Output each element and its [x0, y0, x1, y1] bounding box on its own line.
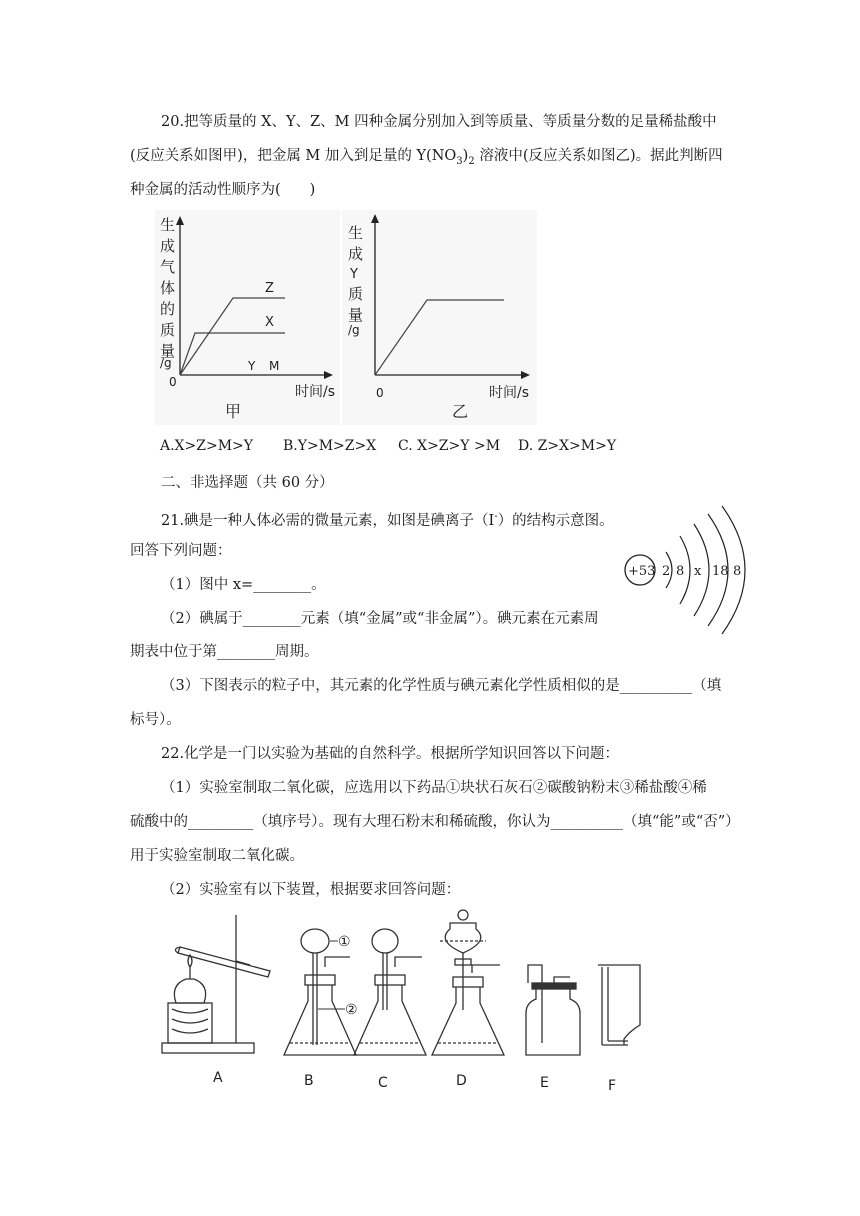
shell-3-electrons: x [694, 564, 702, 579]
q21-part-2a: （2）碘属于________元素（填“金属”或“非金属”）。碘元素在元素周 [161, 611, 599, 627]
b-outlet-tube [325, 957, 350, 967]
q20-line-2 [130, 146, 723, 172]
yi-ylabel-2: Y [350, 267, 358, 282]
apparatus-d [432, 910, 504, 1055]
b-funnel-bulb [301, 929, 329, 953]
yi-ylabel-unit: /g [348, 323, 360, 337]
jia-ylabel-6: 量 [160, 342, 176, 360]
q20-line-2-a: (反应关系如图甲)，把金属 M 加入到足量的 Y(NO [130, 148, 457, 164]
figure-yi [342, 210, 537, 425]
yi-ylabel-3: 质 [348, 285, 364, 303]
jia-origin: 0 [169, 375, 177, 389]
c-funnel-bulb [372, 929, 398, 953]
label-b: B [304, 1073, 314, 1089]
label-c: C [378, 1075, 388, 1091]
q21-line-1-a: 21.碘是一种人体必需的微量元素，如图是碘离子（I [161, 512, 495, 529]
iodide-structure-diagram [618, 500, 763, 640]
yi-ylabel-4: 量 [348, 306, 364, 324]
callout-2: ② [345, 1002, 358, 1018]
figure-jia [155, 210, 340, 425]
d-flask [432, 987, 504, 1055]
section-2-heading: 二、非选择题（共 60 分） [161, 475, 334, 491]
q20-option-d: D. Z>X>M>Y [518, 438, 617, 454]
shell-5-electrons: 8 [733, 564, 742, 579]
e-long-tube [528, 965, 542, 1043]
q20-line-3: 种金属的活动性顺序为( ) [130, 182, 316, 198]
yi-origin: 0 [376, 386, 384, 400]
c-outlet-tube [395, 957, 422, 967]
yi-xlabel: 时间/s [489, 385, 530, 401]
jia-caption: 甲 [225, 402, 242, 421]
apparatus-a [162, 915, 270, 1053]
label-e: E [540, 1075, 549, 1091]
callout-1: ① [338, 934, 351, 950]
q20-option-a: A.X>Z>M>Y [160, 438, 254, 454]
a-wood-grain [172, 1009, 208, 1033]
d-stopper-knob [458, 910, 468, 920]
jia-ylabel-5: 质 [160, 321, 176, 339]
jia-label-m: M [269, 359, 280, 373]
shell-4-electrons: 18 [712, 564, 729, 579]
q21-part-2b: 期表中位于第________周期。 [130, 644, 319, 660]
jia-ylabel-1: 成 [160, 237, 176, 255]
yi-ylabel-0: 生 [348, 224, 364, 242]
apparatus-c [354, 929, 426, 1055]
q22-part-1c: 用于实验室制取二氧化碳。 [130, 848, 304, 864]
q21-sup: - [494, 511, 498, 522]
label-f: F [608, 1078, 617, 1094]
q22-part-1a: （1）实验室制取二氧化碳，应选用以下药品①块状石灰石②碳酸钠粉末③稀盐酸④稀 [161, 780, 707, 796]
q20-option-b: B.Y>M>Z>X [283, 438, 377, 454]
q21-line-2: 回答下列问题： [130, 543, 232, 559]
a-stand-base [162, 1043, 254, 1053]
jia-label-z: Z [265, 281, 274, 296]
q20-line-1: 20.把等质量的 X、Y、Z、M 四种金属分别加入到等质量、等质量分数的足量稀盐酸中 [161, 114, 717, 130]
jia-ylabel-4: 的 [160, 300, 176, 318]
jia-ylabel-0: 生 [160, 216, 176, 234]
f-inverted-bottle [598, 965, 640, 1045]
c-stopper [375, 975, 405, 985]
label-a: A [213, 1070, 223, 1086]
shell-1-electrons: 2 [662, 564, 671, 579]
yi-ylabel-1: 成 [348, 245, 364, 263]
d-separatory-funnel [445, 923, 481, 953]
a-flame [188, 955, 192, 979]
b-stopper [305, 975, 335, 985]
q20-sub-3: 3 [456, 155, 463, 167]
yi-caption: 乙 [452, 402, 469, 421]
q20-line-2-b: ) [462, 148, 469, 164]
e-cap [532, 983, 576, 989]
apparatus-f [598, 965, 640, 1045]
jia-ylabel-unit: /g [160, 356, 172, 370]
d-stopper [453, 977, 483, 987]
q21-line-1-b: ）的结构示意图。 [497, 512, 614, 529]
jia-ylabel-2: 气 [160, 258, 176, 276]
q22-part-1b: 硫酸中的_________（填序号）。现有大理石粉末和稀硫酸，你认为__________（填“能”或“否”） [130, 814, 740, 830]
label-d: D [456, 1073, 467, 1089]
q20-sub-2: 2 [468, 155, 475, 167]
q21-line-1 [161, 507, 614, 531]
apparatus-figure [150, 905, 650, 1105]
jia-label-y: Y [248, 359, 256, 373]
q20-line-2-c: 溶液中(反应关系如图乙)。据此判断四 [474, 148, 723, 164]
jia-xlabel: 时间/s [295, 384, 336, 400]
shell-2-electrons: 8 [676, 564, 685, 579]
b-flask [284, 985, 356, 1055]
a-alcohol-lamp [174, 979, 205, 1003]
q22-line-1: 22.化学是一门以实验为基础的自然科学。根据所学知识回答以下问题： [161, 746, 620, 762]
apparatus-e [526, 965, 580, 1055]
c-flask [354, 985, 426, 1055]
jia-ylabel-3: 体 [160, 279, 176, 297]
e-bottle [526, 989, 580, 1055]
nucleus-charge: +53 [628, 564, 656, 579]
q21-part-1: （1）图中 x=________。 [161, 577, 326, 593]
jia-label-x: X [265, 315, 274, 330]
q21-part-3a: （3）下图表示的粒子中，其元素的化学性质与碘元素化学性质相似的是__________（填 [161, 678, 722, 694]
q22-part-2: （2）实验室有以下装置，根据要求回答问题： [161, 882, 461, 898]
q21-part-3b: 标号）。 [130, 712, 181, 728]
d-outlet-tube [472, 965, 500, 973]
q20-option-c: C. X>Z>Y >M [398, 438, 501, 454]
